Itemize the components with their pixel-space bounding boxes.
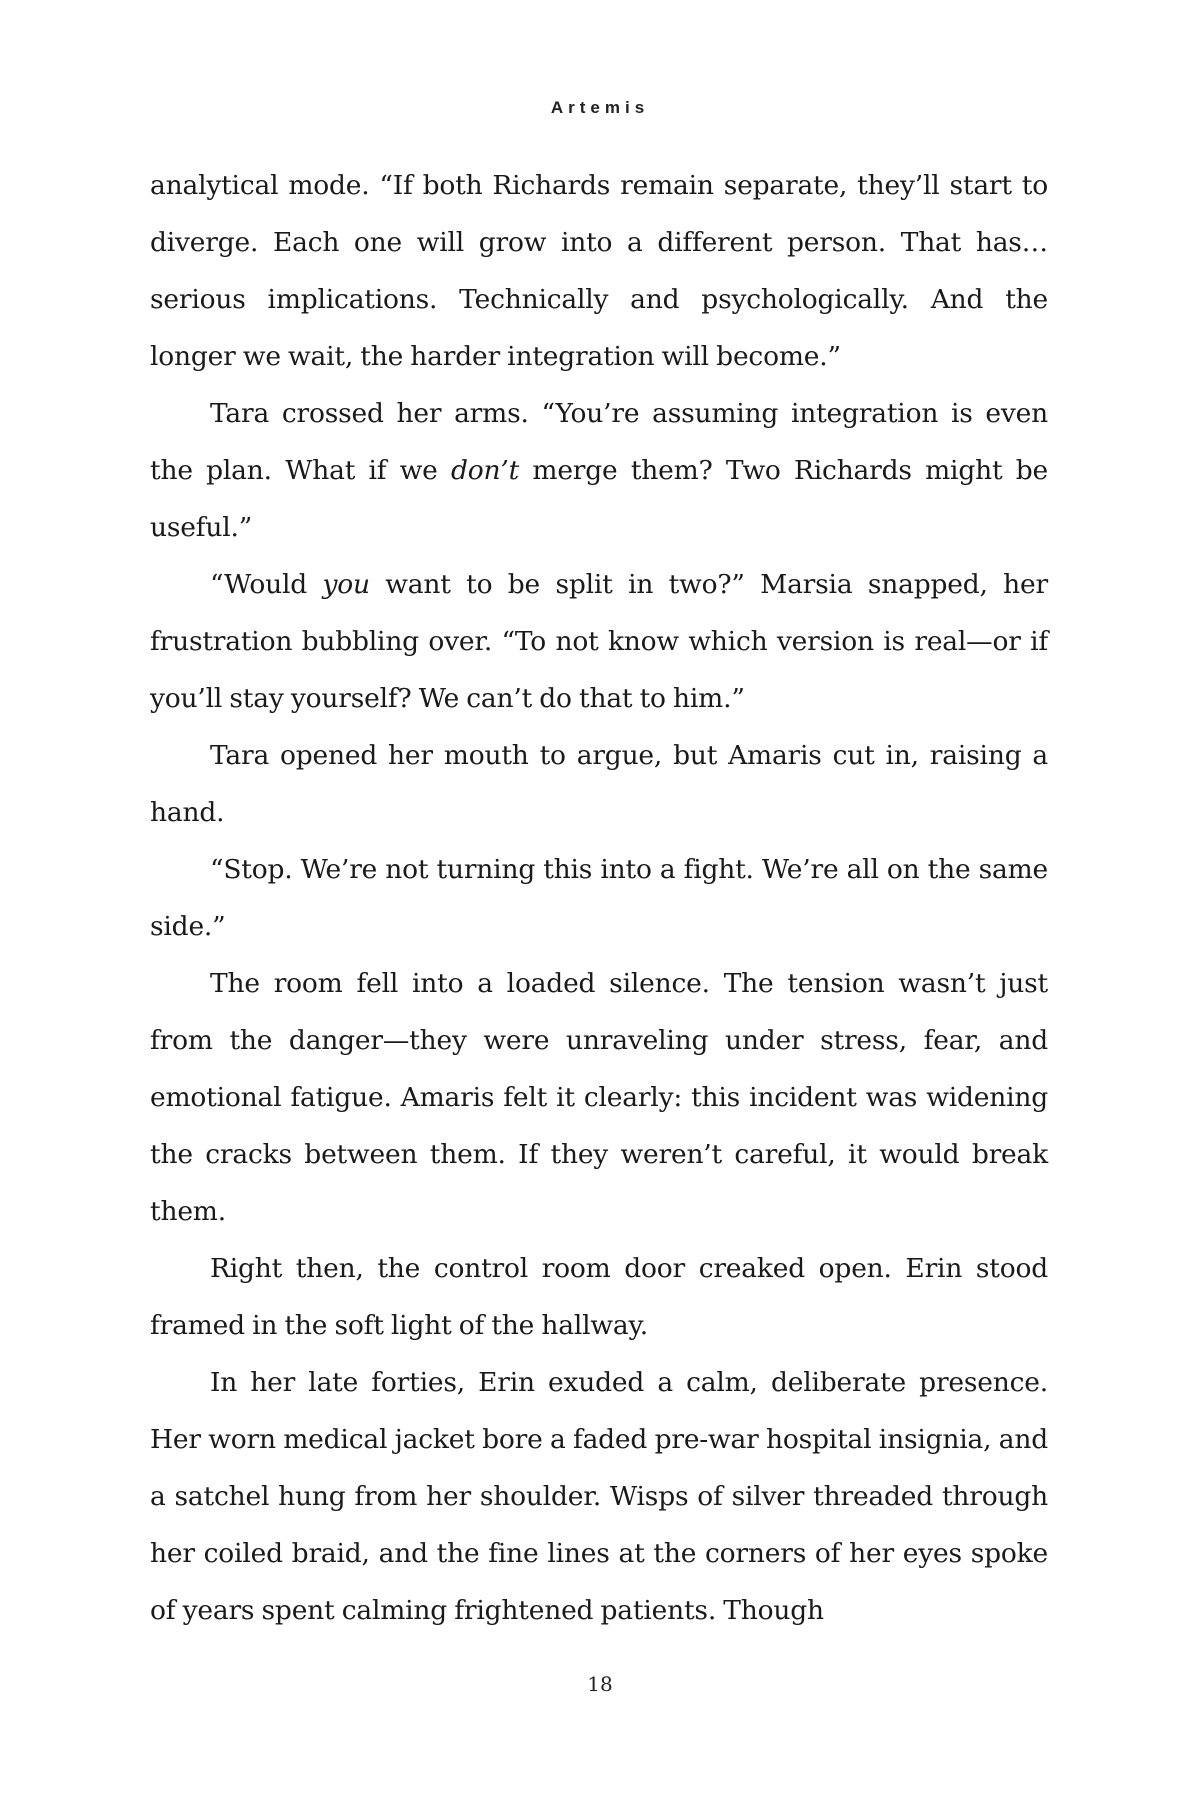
emphasis-text: you (322, 569, 370, 600)
body-text (150, 157, 1048, 1639)
paragraph-text: Tara opened her mouth to argue, but Amaris cut in, raising a hand. (150, 740, 1048, 828)
paragraph-text: Right then, the control room door creaked open. Erin stood framed in the soft light of the hallway. (150, 1253, 1048, 1341)
paragraph (150, 1354, 1048, 1639)
paragraph (150, 385, 1048, 556)
paragraph (150, 841, 1048, 955)
page-number: 18 (587, 1672, 613, 1696)
paragraph-text: analytical mode. “If both Richards remain separate, they’ll start to diverge. Each one will grow into a different person. That has… serious implications. Technically and psychologically. And the longer we wait, the harder integration will become.” (150, 170, 1048, 372)
paragraph (150, 556, 1048, 727)
paragraph-text: merge them? Two Richards might be useful.” (150, 455, 1048, 543)
paragraph-text: Tara crossed her arms. “You’re assuming integration is even the plan. What if we (150, 398, 1048, 486)
paragraph (150, 727, 1048, 841)
paragraph (150, 157, 1048, 385)
paragraph-text: In her late forties, Erin exuded a calm, deliberate presence. Her worn medical jacket bore a faded pre-war hospital insignia, and a satchel hung from her shoulder. Wisps of silver threaded through her coiled braid, and the fine lines at the corners of her eyes spoke of years spent calming frightened patients. Though (150, 1367, 1048, 1626)
emphasis-text: don’t (451, 455, 520, 486)
paragraph-text: “Stop. We’re not turning this into a fight. We’re all on the same side.” (150, 854, 1048, 942)
paragraph-text: want to be split in two?” Marsia snapped, her frustration bubbling over. “To not know which version is real—or if you’ll stay yourself? We can’t do that to him.” (150, 569, 1048, 714)
paragraph-text: “Would (210, 569, 323, 600)
paragraph (150, 955, 1048, 1240)
paragraph-text: The room fell into a loaded silence. The tension wasn’t just from the danger—they were unraveling under stress, fear, and emotional fatigue. Amaris felt it clearly: this incident was widening the cracks between them. If they weren’t careful, it would break them. (150, 968, 1048, 1227)
paragraph (150, 1240, 1048, 1354)
running-header: Artemis (550, 98, 650, 117)
